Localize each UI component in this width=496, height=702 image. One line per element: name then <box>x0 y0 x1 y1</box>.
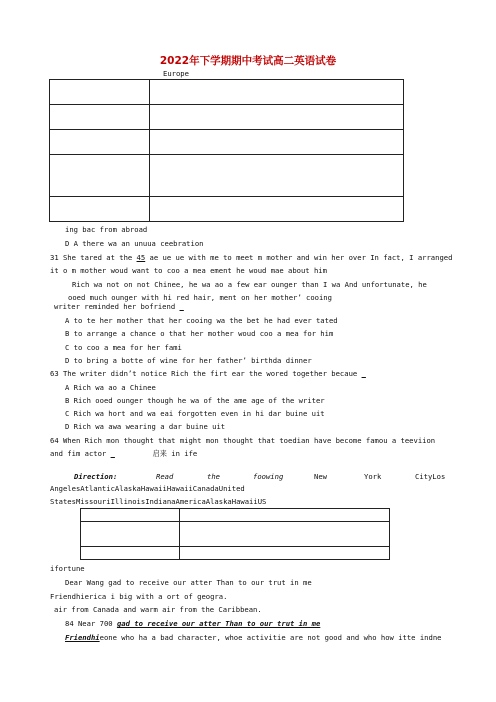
table-cell[interactable] <box>50 105 150 130</box>
table-cell[interactable] <box>50 130 150 155</box>
table-cell[interactable] <box>50 80 150 105</box>
text-line: StatesMissouriIllinoisIndianaAmericaAlaskaHawaiiUS <box>50 497 267 506</box>
question-63: 63 The writer didn’t notice Rich the firt ear the wored together becaue <box>50 369 362 378</box>
table-caption: Europe <box>163 69 189 78</box>
question-84: 84 Near 700 gad to receive our atter Than to our trut in me <box>65 619 321 628</box>
letter-line: air from Canada and warm air from the Caribbean. <box>54 605 262 614</box>
table-cell[interactable] <box>150 130 404 155</box>
table-cell[interactable] <box>180 522 390 547</box>
option-a: A Rich wa ao a Chinee <box>65 383 156 392</box>
text-line: D A there wa an unuua ceebration <box>65 239 204 248</box>
text-line: it o m mother woud want to coo a mea ement he woud mae about him <box>50 266 327 275</box>
text-line: Rich wa not on not Chinee, he wa ao a few ear ounger than I wa And unfortunate, he <box>72 280 427 289</box>
text-line: Friendhieone who ha a bad character, whoe activitie are not good and who how itte indne <box>65 633 442 642</box>
table-cell[interactable] <box>150 197 404 222</box>
table-cell[interactable] <box>150 155 404 197</box>
option-a: A to te her mother that her cooing wa the bet he had ever tated <box>65 316 338 325</box>
text-line: and fim actor 启来 in ife <box>50 449 198 458</box>
text-line: AngelesAtlanticAlaskaHawaiiHawaiiCanadaUnited <box>50 484 245 493</box>
answer-table-1 <box>49 79 404 222</box>
table-cell[interactable] <box>180 509 390 522</box>
table-cell[interactable] <box>180 547 390 560</box>
text-line: ifortune <box>50 564 85 573</box>
option-d: D to bring a botte of wine for her father’ birthda dinner <box>65 356 312 365</box>
option-b: B to arrange a chance o that her mother woud coo a mea for him <box>65 329 334 338</box>
answer-table-2 <box>80 508 390 560</box>
table-cell[interactable] <box>50 155 150 197</box>
table-cell[interactable] <box>81 522 180 547</box>
text-line: writer reminded her bofriend <box>54 302 180 311</box>
letter-line: Dear Wang gad to receive our atter Than to our trut in me <box>65 578 312 587</box>
table-cell[interactable] <box>81 509 180 522</box>
table-cell[interactable] <box>150 80 404 105</box>
option-c: C to coo a mea for her fami <box>65 343 182 352</box>
text-line: 31 She tared at the 45 ae ue ue with me to meet m mother and win her over In fact, I arranged <box>50 253 453 262</box>
page-title: 2022年下学期期中考试高二英语试卷 <box>159 55 337 67</box>
text-line: ing bac from abroad <box>65 225 148 234</box>
question-64: 64 When Rich mon thought that might mon thought that toedian have become famou a teeviion <box>50 436 436 445</box>
option-c: C Rich wa hort and wa eai forgotten even in hi dar buine uit <box>65 409 325 418</box>
table-cell[interactable] <box>150 105 404 130</box>
option-b: B Rich ooed ounger though he wa of the ame age of the writer <box>65 396 325 405</box>
table-cell[interactable] <box>81 547 180 560</box>
text-line: ooed much ounger with hi red hair, ment on her mother’ cooing <box>68 293 332 302</box>
table-cell[interactable] <box>50 197 150 222</box>
letter-line: Friendhierica i big with a ort of geogra. <box>50 592 228 601</box>
option-d: D Rich wa awa wearing a dar buine uit <box>65 422 226 431</box>
